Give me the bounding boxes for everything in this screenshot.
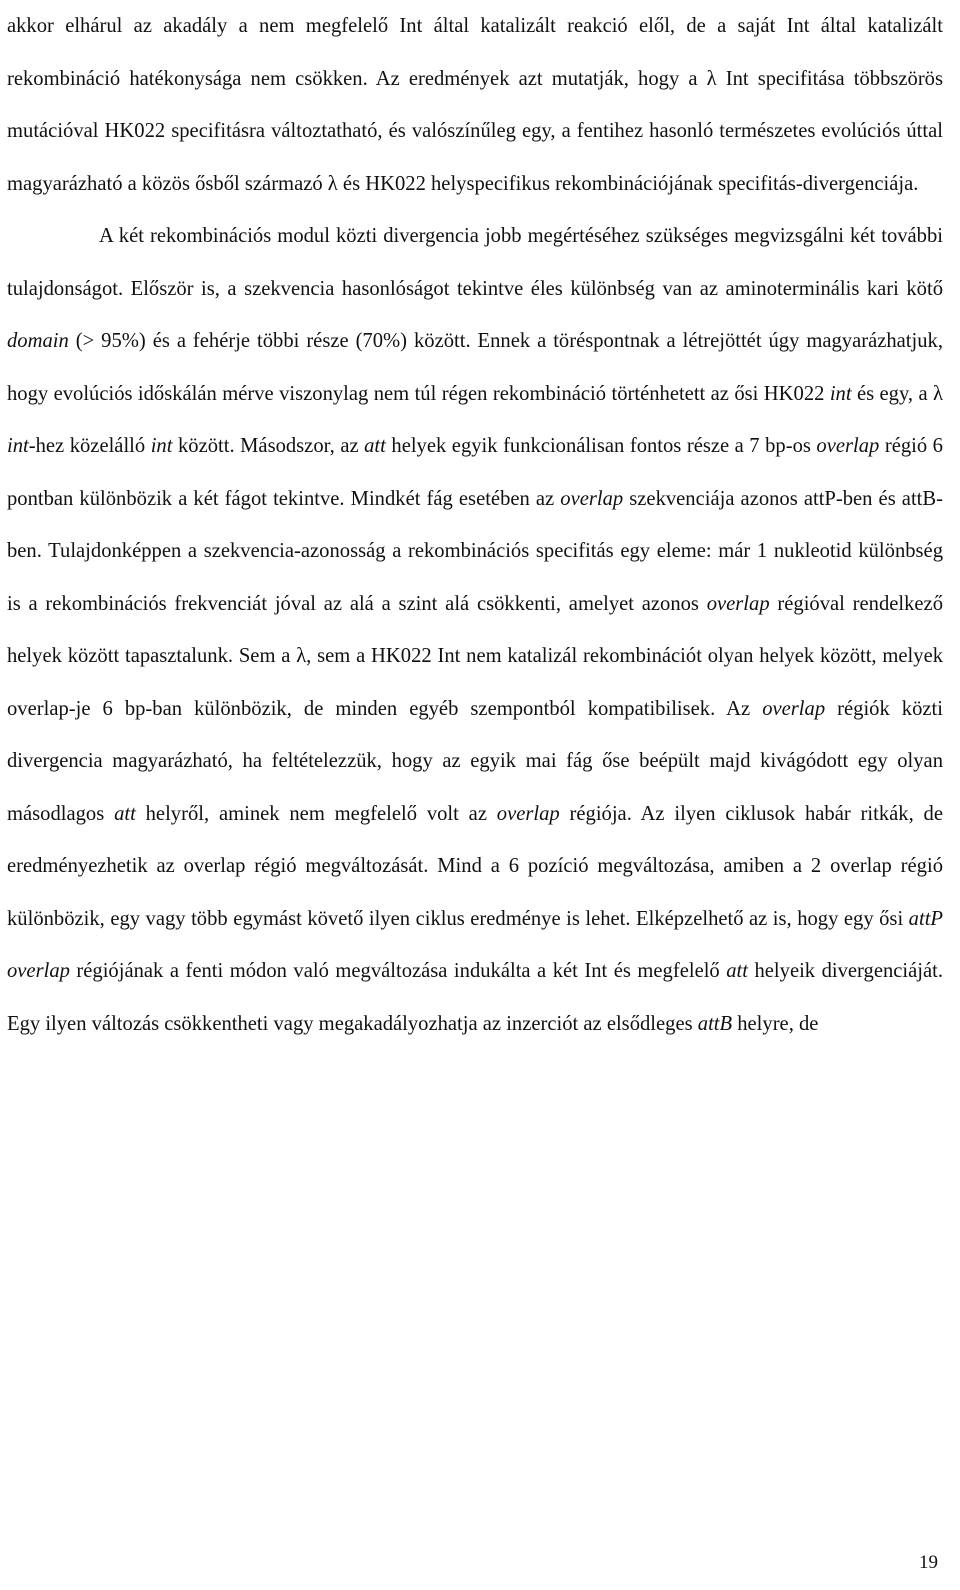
paragraph: [7, 210, 943, 1050]
italic-term: overlap: [816, 435, 880, 457]
italic-term: attB: [697, 1012, 733, 1035]
text-run: A két rekombinációs modul közti divergencia jobb megértéséhez szükséges megvizsgálni két további tulajdonságot. Először is, a szekvencia hasonlóságot tekintve éles különbség van az aminoterminális kari kötő: [7, 225, 943, 300]
text-run: helyek egyik funkcionálisan fontos része a 7 bp-os: [385, 435, 817, 457]
italic-term: overlap: [496, 802, 560, 825]
italic-term: int: [829, 382, 852, 405]
text-run: helyeik divergenciáját. Egy ilyen változás csökkentheti vagy megakadályozhatja az inzerciót az elsődleges: [7, 960, 944, 1035]
italic-term: overlap: [7, 960, 70, 982]
text-run: szekvenciája azonos attP-ben és attB-ben. Tulajdonképpen a szekvencia-azonosság a rekombinációs specifitás egy eleme: már 1 nukleotid különbség is a rekombinációs frekvenciát jóval az alá a szint alá csökkenti, amelyet azonos: [7, 487, 943, 615]
italic-term: att: [114, 802, 136, 825]
text-run: régiója. Az ilyen ciklusok habár ritkák, de eredményezhetik az overlap régió megváltozását. Mind a 6 pozíció megváltozása, amiben a 2 overlap régió különbözik, egy vagy több egymást követő ilyen ciklus eredménye is lehet. Elképzelhető az is, hogy egy ősi: [7, 802, 943, 930]
italic-term: int: [150, 435, 173, 457]
italic-term: overlap: [560, 487, 624, 510]
text-run: régiójának a fenti módon való megváltozása indukálta a két Int és megfelelő: [69, 960, 727, 982]
text-run: között. Másodszor, az: [172, 435, 365, 457]
text-run: helyre, de: [732, 1012, 819, 1035]
italic-term: overlap: [762, 697, 826, 720]
page-number: 19: [919, 1552, 938, 1573]
italic-term: domain: [7, 330, 69, 352]
italic-term: int-: [7, 435, 36, 457]
text-run: helyről, aminek nem megfelelő volt az: [135, 802, 497, 825]
italic-term: overlap: [706, 592, 770, 615]
body-text: [7, 0, 943, 1050]
text-run: régió 6 pontban különbözik a két fágot tekintve. Mindkét fág esetében az: [7, 435, 943, 510]
paragraph: [7, 0, 943, 210]
text-run: hez közelálló: [35, 435, 151, 457]
text-run: régióval rendelkező helyek között tapasztalunk. Sem a λ, sem a HK022 Int nem katalizál rekombinációt olyan helyek között, melyek overlap-je 6 bp-ban különbözik, de minden egyéb szempontból kompatibilisek. Az: [7, 592, 943, 720]
text-run: és egy, a λ: [851, 382, 943, 405]
text-run: régiók közti divergencia magyarázható, ha feltételezzük, hogy az egyik mai fág őse beépült majd kivágódott egy olyan másodlagos: [7, 697, 943, 825]
text-run: (> 95%) és a fehérje többi része (70%) között. Ennek a töréspontnak a létrejöttét úgy magyarázhatjuk, hogy evolúciós időskálán mérve viszonylag nem túl régen rekombináció történhetett az ősi HK022: [7, 330, 943, 405]
italic-term: attP: [908, 907, 943, 930]
italic-term: att: [726, 960, 748, 982]
italic-term: att: [364, 435, 386, 457]
text-run: akkor elhárul az akadály a nem megfelelő Int által katalizált reakció elől, de a saját Int által katalizált rekombináció hatékonysága nem csökken. Az eredmények azt mutatják, hogy a λ Int specifitása többszörös mutációval HK022 specifitásra változtatható, és valószínűleg egy, a fentihez hasonló természetes evolúciós úttal magyarázható a közös ősből származó λ és HK022 helyspecifikus rekombinációjának specifitás-divergenciája.: [7, 15, 943, 195]
